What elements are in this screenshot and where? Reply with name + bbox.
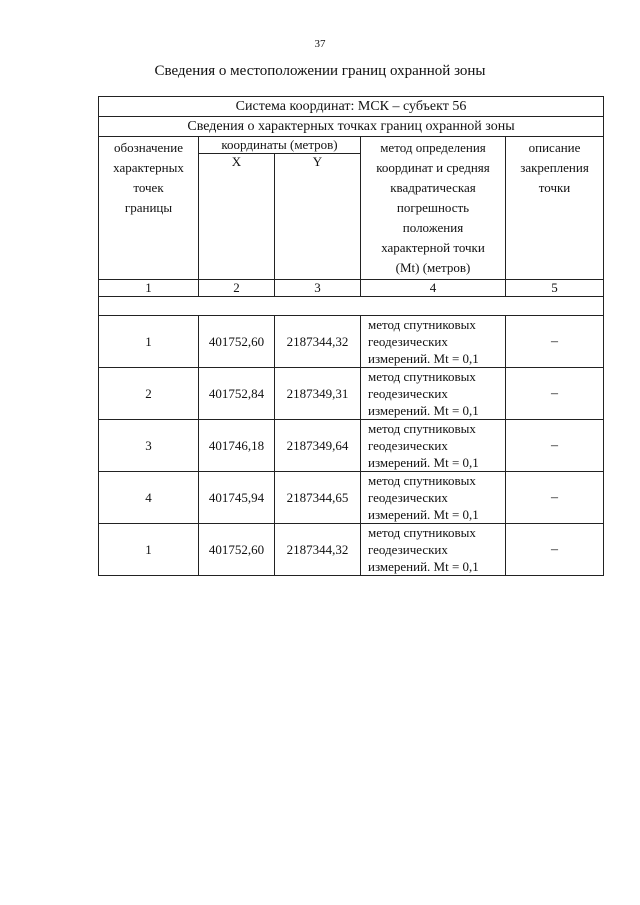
header-line: погрешность [396,200,470,215]
description-cell: – [506,316,604,368]
method-line: измерений. Mt = 0,1 [368,455,479,470]
method-line: метод спутниковых [368,421,476,436]
method-cell [361,368,506,420]
header-line: границы [124,200,173,215]
description-cell: – [506,420,604,472]
section-header: Сведения о характерных точках границ охранной зоны [99,117,604,137]
method-line: измерений. Mt = 0,1 [368,507,479,522]
header-line: закрепления [520,160,589,175]
header-line: обозначение [114,140,183,155]
x-cell: 401745,94 [199,472,275,524]
method-cell [361,472,506,524]
coordinate-system-header: Система координат: МСК – субъект 56 [99,97,604,117]
y-cell: 2187349,31 [275,368,361,420]
header-line: характерных [113,160,184,175]
method-line: измерений. Mt = 0,1 [368,403,479,418]
method-line: геодезических [368,542,448,557]
point-cell: 2 [99,368,199,420]
method-line: геодезических [368,490,448,505]
description-cell: – [506,472,604,524]
method-line: метод спутниковых [368,525,476,540]
description-header [506,137,604,280]
y-cell: 2187344,32 [275,524,361,576]
y-header: Y [275,154,361,280]
method-header [361,137,506,280]
column-number: 2 [199,280,275,297]
header-line: квадратическая [390,180,476,195]
table-row [99,472,604,524]
page-title: Сведения о местоположении границ охранной зоны [154,63,486,79]
y-cell: 2187349,64 [275,420,361,472]
x-cell: 401752,60 [199,524,275,576]
method-cell [361,316,506,368]
column-number: 3 [275,280,361,297]
table-row [99,524,604,576]
method-line: геодезических [368,438,448,453]
x-cell: 401752,84 [199,368,275,420]
table-row [99,316,604,368]
x-cell: 401752,60 [199,316,275,368]
header-line: точки [538,180,571,195]
method-line: метод спутниковых [368,473,476,488]
point-cell: 1 [99,316,199,368]
point-cell: 1 [99,524,199,576]
header-line: (Mt) (метров) [395,260,471,275]
method-line: метод спутниковых [368,369,476,384]
column-number: 5 [506,280,604,297]
header-line: характерной точки [381,240,485,255]
column-number: 4 [361,280,506,297]
boundary-points-table [98,96,604,576]
method-cell [361,524,506,576]
x-cell: 401746,18 [199,420,275,472]
point-cell: 4 [99,472,199,524]
header-line: описание [528,140,581,155]
page-number: 37 [314,38,326,50]
description-cell: – [506,524,604,576]
header-line: точек [133,180,164,195]
method-line: измерений. Mt = 0,1 [368,351,479,366]
y-cell: 2187344,32 [275,316,361,368]
coordinates-header: координаты (метров) [199,137,361,154]
empty-separator-row [99,297,604,316]
header-line: метод определения [380,140,486,155]
point-cell: 3 [99,420,199,472]
column-number: 1 [99,280,199,297]
description-cell: – [506,368,604,420]
x-header: X [199,154,275,280]
method-line: геодезических [368,334,448,349]
method-line: метод спутниковых [368,317,476,332]
header-line: координат и средняя [376,160,490,175]
table-row [99,420,604,472]
header-line: положения [402,220,464,235]
method-cell [361,420,506,472]
method-line: измерений. Mt = 0,1 [368,559,479,574]
point-designation-header [99,137,199,280]
method-line: геодезических [368,386,448,401]
y-cell: 2187344,65 [275,472,361,524]
table-row [99,368,604,420]
